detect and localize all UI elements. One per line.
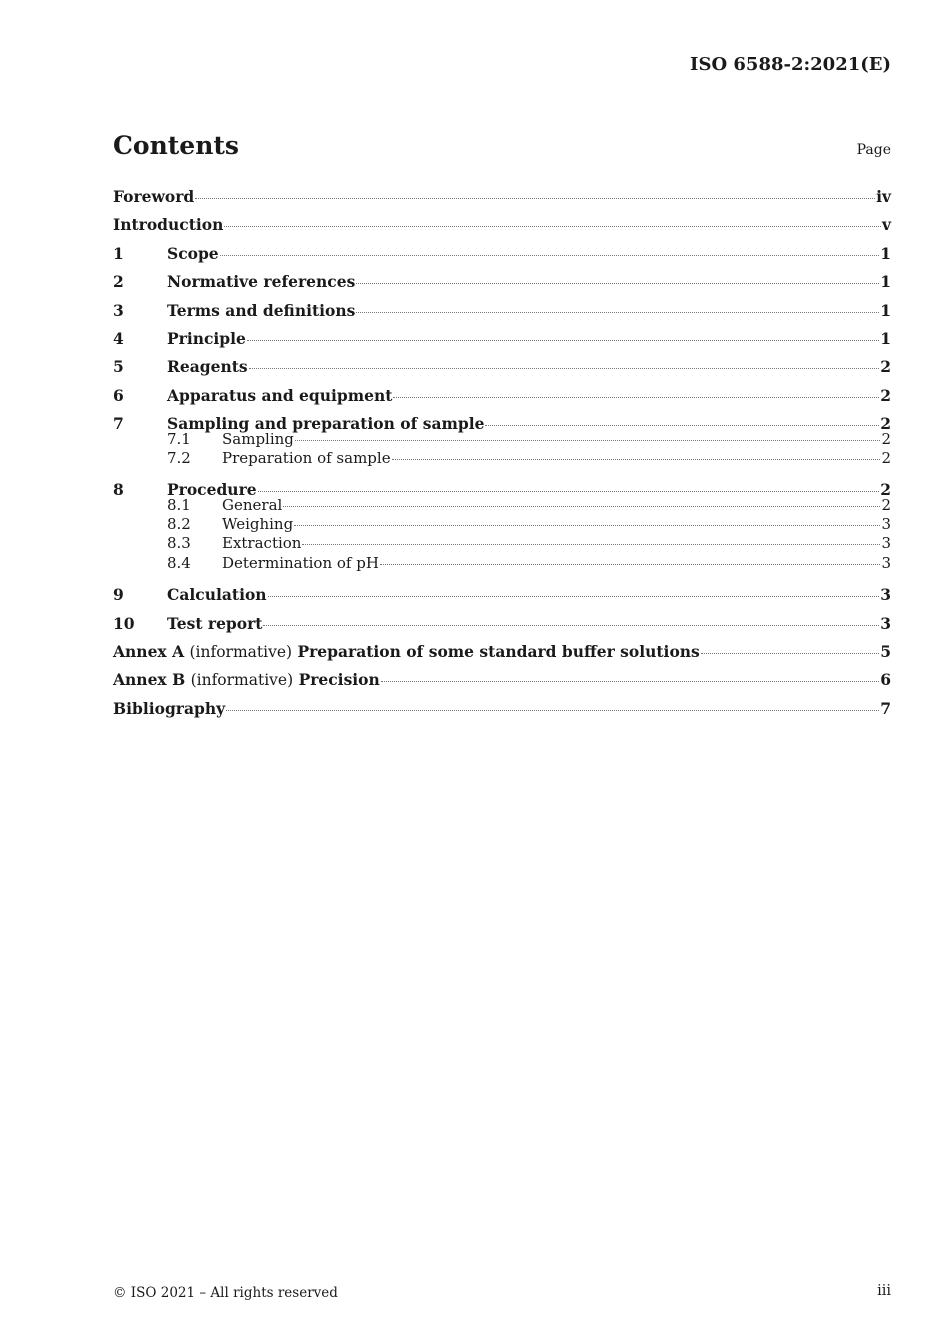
dot-leader bbox=[393, 397, 879, 398]
dot-leader bbox=[263, 625, 879, 626]
toc-entry-title: Determination of pH bbox=[222, 553, 379, 572]
toc-entry-page: 7 bbox=[880, 698, 891, 718]
dot-leader bbox=[701, 653, 879, 654]
dot-leader bbox=[294, 525, 880, 526]
dot-leader bbox=[258, 491, 880, 492]
toc-entry-title: Extraction bbox=[222, 534, 302, 553]
toc-entry-page: 1 bbox=[880, 272, 891, 292]
toc-entry-title: Foreword bbox=[113, 187, 195, 206]
dot-leader bbox=[195, 198, 875, 199]
toc-entry-foreword[interactable] bbox=[113, 183, 891, 211]
dot-leader bbox=[380, 564, 881, 565]
toc-entry-number: 9 bbox=[113, 585, 124, 605]
toc-entry-title: Introduction bbox=[113, 215, 224, 235]
annex-label: Annex A bbox=[113, 642, 185, 662]
toc-entry-number: 6 bbox=[113, 385, 124, 405]
toc-entry-normative-references[interactable] bbox=[113, 268, 891, 296]
dot-leader bbox=[392, 459, 881, 460]
toc-subentry-sampling[interactable] bbox=[113, 430, 891, 449]
toc-entry-title: Principle bbox=[167, 328, 246, 348]
toc-entry-test-report[interactable] bbox=[113, 610, 891, 638]
toc-entry-page: 3 bbox=[881, 553, 891, 572]
toc-entry-page: 3 bbox=[881, 515, 891, 534]
dot-leader bbox=[381, 681, 879, 682]
toc-entry-number: 7 bbox=[113, 414, 124, 434]
toc-entry-title: General bbox=[222, 495, 283, 514]
dot-leader bbox=[247, 340, 879, 341]
dot-leader bbox=[224, 226, 881, 227]
dot-leader bbox=[295, 440, 881, 441]
toc-entry-title: Scope bbox=[167, 243, 219, 263]
page-number: iii bbox=[877, 1283, 891, 1299]
annex-note: (informative) bbox=[190, 671, 294, 690]
toc-entry-title: Normative references bbox=[167, 272, 356, 292]
toc-entry-terms-and-definitions[interactable] bbox=[113, 297, 891, 325]
dot-leader bbox=[226, 710, 879, 711]
dot-leader bbox=[356, 312, 879, 313]
toc-entry-number: 8 bbox=[113, 480, 124, 500]
toc-entry-title: Terms and definitions bbox=[167, 300, 356, 320]
toc-entry-page: v bbox=[881, 215, 891, 235]
toc-entry-number: 4 bbox=[113, 328, 124, 348]
annex-note: (informative) bbox=[189, 643, 293, 662]
dot-leader bbox=[356, 283, 879, 284]
toc-entry-number: 2 bbox=[113, 272, 124, 292]
toc-entry-number: 8.3 bbox=[167, 534, 191, 553]
toc-entry-title: Weighing bbox=[222, 515, 294, 534]
toc-entry-page: 2 bbox=[880, 357, 891, 377]
toc-entry-page: 2 bbox=[881, 429, 891, 448]
toc-entry-page: 1 bbox=[880, 328, 891, 348]
toc-entry-principle[interactable] bbox=[113, 325, 891, 353]
toc-entry-number: 1 bbox=[113, 243, 124, 263]
toc-entry-number: 8.2 bbox=[167, 515, 191, 534]
toc-entry-page: 1 bbox=[880, 243, 891, 263]
toc-entry-title: Test report bbox=[167, 613, 263, 633]
toc-subentry-weighing[interactable] bbox=[113, 515, 891, 534]
dot-leader bbox=[220, 255, 880, 256]
contents-heading: Contents bbox=[113, 131, 240, 160]
toc-entry-number: 5 bbox=[113, 357, 124, 377]
table-of-contents bbox=[113, 183, 891, 723]
toc-entry-title bbox=[113, 666, 380, 694]
toc-entry-number: 7.2 bbox=[167, 448, 191, 467]
toc-entry-title: Procedure bbox=[167, 480, 257, 500]
dot-leader bbox=[283, 506, 880, 507]
toc-entry-page: 3 bbox=[880, 585, 891, 605]
annex-title: Precision bbox=[298, 670, 380, 690]
toc-entry-title bbox=[113, 638, 700, 666]
annex-title: Preparation of some standard buffer solutions bbox=[297, 642, 700, 662]
toc-entry-calculation[interactable] bbox=[113, 581, 891, 609]
toc-entry-scope[interactable] bbox=[113, 240, 891, 268]
toc-entry-page: 3 bbox=[880, 613, 891, 633]
toc-entry-bibliography[interactable] bbox=[113, 695, 891, 723]
toc-entry-title: Calculation bbox=[167, 585, 267, 605]
document-id: ISO 6588-2:2021(E) bbox=[690, 54, 891, 75]
toc-entry-page: 5 bbox=[880, 642, 891, 662]
page-column-label: Page bbox=[856, 142, 891, 158]
toc-entry-page: 6 bbox=[880, 670, 891, 690]
toc-entry-number: 7.1 bbox=[167, 429, 191, 448]
toc-entry-number: 8.1 bbox=[167, 495, 191, 514]
toc-entry-page: 2 bbox=[880, 385, 891, 405]
toc-subentry-general[interactable] bbox=[113, 496, 891, 515]
toc-entry-title: Sampling bbox=[222, 429, 294, 448]
toc-entry-page: 2 bbox=[881, 448, 891, 467]
toc-entry-number: 3 bbox=[113, 300, 124, 320]
toc-entry-title: Reagents bbox=[167, 357, 248, 377]
toc-entry-introduction[interactable] bbox=[113, 211, 891, 239]
toc-entry-page: 1 bbox=[880, 300, 891, 320]
toc-entry-title: Sampling and preparation of sample bbox=[167, 414, 485, 434]
dot-leader bbox=[485, 425, 879, 426]
toc-entry-page: 2 bbox=[880, 414, 891, 434]
toc-entry-number: 10 bbox=[113, 613, 135, 633]
dot-leader bbox=[302, 544, 880, 545]
toc-entry-page: 2 bbox=[881, 495, 891, 514]
toc-subentry-preparation-of-sample[interactable] bbox=[113, 449, 891, 468]
copyright-notice: © ISO 2021 – All rights reserved bbox=[113, 1285, 338, 1301]
dot-leader bbox=[268, 596, 880, 597]
toc-subentry-extraction[interactable] bbox=[113, 534, 891, 553]
toc-entry-page: iv bbox=[876, 187, 891, 206]
toc-entry-page: 3 bbox=[881, 534, 891, 553]
toc-entry-page: 2 bbox=[880, 480, 891, 500]
annex-label: Annex B bbox=[113, 670, 186, 690]
toc-entry-title: Bibliography bbox=[113, 698, 226, 718]
dot-leader bbox=[249, 368, 880, 369]
toc-entry-annex-a[interactable] bbox=[113, 638, 891, 666]
toc-entry-annex-b[interactable] bbox=[113, 666, 891, 694]
toc-entry-reagents[interactable] bbox=[113, 353, 891, 381]
toc-entry-title: Preparation of sample bbox=[222, 448, 391, 467]
toc-entry-apparatus-and-equipment[interactable] bbox=[113, 382, 891, 410]
toc-subentry-determination-of-ph[interactable] bbox=[113, 554, 891, 573]
toc-entry-number: 8.4 bbox=[167, 553, 191, 572]
toc-entry-title: Apparatus and equipment bbox=[167, 385, 393, 405]
